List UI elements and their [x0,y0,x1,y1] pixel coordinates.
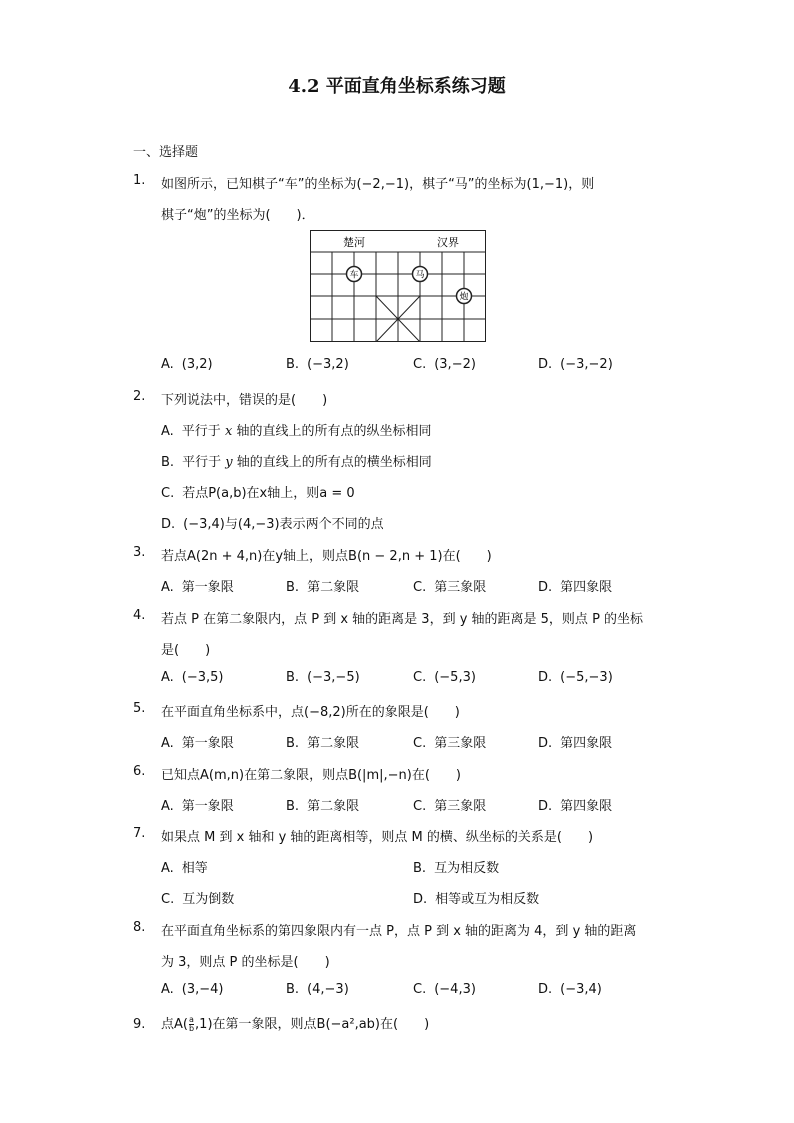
option-b[interactable]: B. (−3,−5) [286,670,360,685]
section-heading: 一、选择题 [133,145,199,160]
option-a[interactable]: A. (3,−4) [161,982,224,997]
option-c[interactable]: C. 第三象限 [413,799,487,814]
option-a[interactable]: A. 第一象限 [161,736,234,751]
question-stem: 在平面直角坐标系的第四象限内有一点 P，点 P 到 x 轴的距离为 4，到 y 轴的距离 [161,924,637,939]
piece-che-label: 车 [349,270,359,281]
question-number: 8. [133,920,146,935]
option-b[interactable]: B. (4,−3) [286,982,349,997]
option-a[interactable]: A. 第一象限 [161,799,234,814]
option-d[interactable]: D. 第四象限 [538,580,613,595]
question-number: 7. [133,826,146,841]
page-title: 4.2 平面直角坐标系练习题 [288,76,506,97]
question-number: 9. [133,1017,146,1032]
option-c[interactable]: C. 若点P(a,b)在x轴上，则a = 0 [161,486,355,501]
option-d[interactable]: D. (−3,4) [538,982,602,997]
option-d[interactable]: D. (−3,4)与(4,−3)表示两个不同的点 [161,517,384,532]
question-stem: 已知点A(m,n)在第二象限，则点B(|m|,−n)在( ) [161,768,461,783]
option-c[interactable]: C. (3,−2) [413,357,476,372]
option-b[interactable]: B. 平行于 y 轴的直线上的所有点的横坐标相同 [161,455,432,470]
board-label-left: 楚河 [343,236,365,249]
question-stem: 为 3，则点 P 的坐标是( ) [161,955,330,970]
question-stem: 是( ) [161,643,211,658]
option-c[interactable]: C. 第三象限 [413,736,487,751]
option-b[interactable]: B. 第二象限 [286,799,360,814]
question-stem: 如图所示，已知棋子“车”的坐标为(−2,−1)，棋子“马”的坐标为(1,−1)，则 [161,177,595,192]
question-stem: 在平面直角坐标系中，点(−8,2)所在的象限是( ) [161,705,460,720]
option-b[interactable]: B. (−3,2) [286,357,349,372]
option-c[interactable]: C. (−5,3) [413,670,476,685]
question-stem: 棋子“炮”的坐标为( )． [161,208,315,223]
option-a[interactable]: A. 第一象限 [161,580,234,595]
question-number: 1. [133,173,146,188]
fraction-a-over-b: $\frac{a}{b}$ [188,1015,195,1033]
question-stem: 若点 P 在第二象限内，点 P 到 x 轴的距离是 3，到 y 轴的距离是 5，则点 P 的坐标 [161,612,644,627]
option-d[interactable]: D. (−3,−2) [538,357,613,372]
option-c[interactable]: C. 互为倒数 [161,892,235,907]
option-a[interactable]: A. (−3,5) [161,670,224,685]
option-c[interactable]: C. 第三象限 [413,580,487,595]
option-b[interactable]: B. 第二象限 [286,736,360,751]
question-stem: 下列说法中，错误的是( ) [161,393,328,408]
question-number: 6. [133,764,146,779]
option-d[interactable]: D. (−5,−3) [538,670,613,685]
question-number: 2. [133,389,146,404]
question-stem: 点A( $\frac{a}{b}$ ,1)在第一象限，则点B(−a²,ab)在( ) [161,1015,430,1033]
piece-pao-label: 炮 [459,292,469,303]
option-d[interactable]: D. 第四象限 [538,799,613,814]
question-stem: 如果点 M 到 x 轴和 y 轴的距离相等，则点 M 的横、纵坐标的关系是( ) [161,830,594,845]
option-a[interactable]: A. 平行于 x 轴的直线上的所有点的纵坐标相同 [161,424,432,439]
question-number: 4. [133,608,146,623]
option-b[interactable]: B. 互为相反数 [413,861,500,876]
chess-board-figure [310,230,486,342]
question-number: 5. [133,701,146,716]
option-d[interactable]: D. 第四象限 [538,736,613,751]
question-stem: 若点A(2n + 4,n)在y轴上，则点B(n − 2,n + 1)在( ) [161,549,492,564]
option-c[interactable]: C. (−4,3) [413,982,476,997]
board-label-right: 汉界 [437,236,459,249]
piece-ma-label: 马 [415,270,425,281]
option-a[interactable]: A. 相等 [161,861,208,876]
option-a[interactable]: A. (3,2) [161,357,213,372]
option-b[interactable]: B. 第二象限 [286,580,360,595]
option-d[interactable]: D. 相等或互为相反数 [413,892,540,907]
question-number: 3. [133,545,146,560]
